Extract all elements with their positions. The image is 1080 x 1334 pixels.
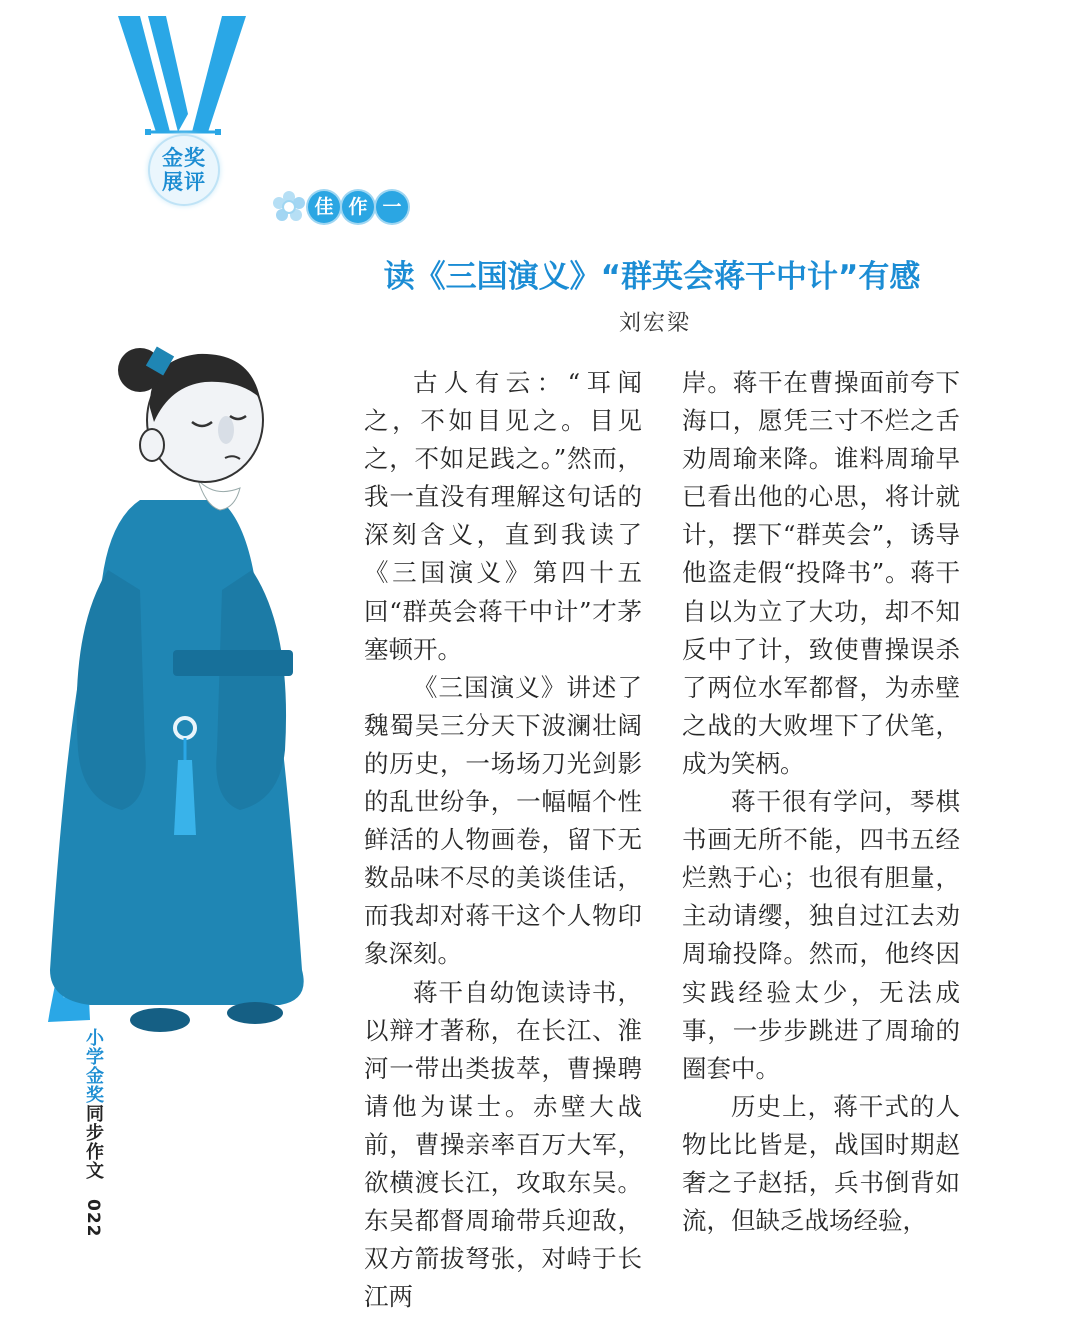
section-tag [272, 188, 410, 226]
paragraph: 蒋干很有学问，琴棋书画无所不能，四书五经烂熟于心；也很有胆量，主动请缨，独自过江去劝周瑜投降。然而，他终因实践经验太少，无法成事，一步步跳进了周瑜的圈套中。 [682, 787, 960, 1083]
page-number: 022 [83, 1199, 103, 1238]
paragraph: 蒋干自幼饱读诗书，以辩才著称，在长江、淮河一带出类拔萃，曹操聘请他为谋士。赤壁大战前，曹操亲率百万大军，欲横渡长江，攻取东吴。东吴都督周瑜带兵迎敌，双方箭拔弩张，对峙于长江两 [364, 977, 642, 1312]
magazine-name-part-2: 同步作文 [83, 1104, 104, 1180]
gold-award-badge [148, 134, 220, 206]
article-author: 刘宏梁 [618, 311, 691, 336]
scholar-illustration [30, 330, 330, 1050]
article-column-right [682, 364, 960, 1240]
magazine-side-footer [76, 1028, 106, 1238]
badge-line-2: 展评 [162, 170, 206, 194]
article-title: 读《三国演义》“群英会蒋干中计”有感 [383, 259, 921, 295]
tag-char-2: 作 [342, 191, 374, 223]
paragraph: 古人有云：“耳闻之，不如目见之。目见之，不如足践之。”然而，我一直没有理解这句话的深刻含义，直到我读了《三国演义》第四十五回“群英会蒋干中计”才茅塞顿开。 [364, 368, 642, 664]
medal-ribbon-logo [118, 14, 248, 136]
paragraph-continued: 岸。蒋干在曹操面前夸下海口，愿凭三寸不烂之舌劝周瑜来降。谁料周瑜早已看出他的心思，将计就计，摆下“群英会”，诱导他盗走假“投降书”。蒋干自以为立了大功，却不知反中了计，致使曹操误杀了两位水军都督，为赤壁之战的大败埋下了伏笔，成为笑柄。 [682, 368, 960, 778]
article-column-left [364, 364, 642, 1316]
badge-line-1: 金奖 [162, 146, 206, 170]
tag-char-3: 一 [376, 191, 408, 223]
flower-icon [272, 190, 306, 224]
paragraph: 历史上，蒋干式的人物比比皆是，战国时期赵奢之子赵括，兵书倒背如流，但缺乏战场经验， [682, 1091, 960, 1236]
magazine-name-part-1: 小学金奖 [83, 1028, 104, 1104]
tag-char-1: 佳 [308, 191, 340, 223]
paragraph: 《三国演义》讲述了魏蜀吴三分天下波澜壮阔的历史，一场场刀光剑影的乱世纷争，一幅幅个性鲜活的人物画卷，留下无数品味不尽的美谈佳话，而我却对蒋干这个人物印象深刻。 [364, 672, 642, 969]
